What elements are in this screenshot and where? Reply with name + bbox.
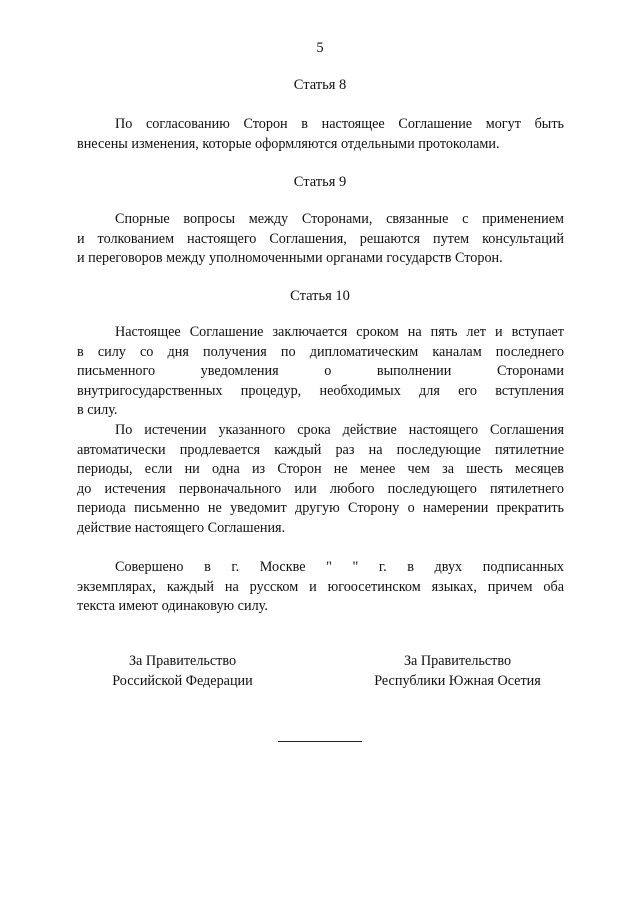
text-line: По истечении указанного срока действие настоящего Соглашения xyxy=(115,422,564,438)
text-line: действие настоящего Соглашения. xyxy=(77,519,286,536)
signature-line: За Правительство xyxy=(403,653,512,669)
article-8-text xyxy=(77,115,564,154)
text-line: и переговоров между уполномоченными органами государств Сторон. xyxy=(77,250,503,267)
text-line: автоматически продлевается каждый раз на последующие пятилетние xyxy=(77,441,564,458)
article-9-heading: Статья 9 xyxy=(293,174,347,190)
text-line: внутригосударственных процедур, необходимых для его вступления xyxy=(77,382,564,399)
article-10-paragraph-2 xyxy=(77,421,564,539)
end-divider xyxy=(278,741,362,742)
text-line: Совершено в г. Москве " " г. в двух подписанных xyxy=(115,559,564,575)
signature-line: За Правительство xyxy=(128,653,237,669)
signature-line: Республики Южная Осетия xyxy=(374,672,541,689)
closing-text xyxy=(77,558,564,617)
text-line: периода письменно не уведомит другую Сторону о намерении прекратить xyxy=(77,500,564,517)
text-line: По согласованию Сторон в настоящее Соглашение могут быть xyxy=(115,116,564,132)
article-9-text xyxy=(77,210,564,269)
text-line: до истечения первоначального или любого последующего пятилетнего xyxy=(77,480,564,497)
signature-block-south-ossetia xyxy=(360,652,555,691)
text-line: Настоящее Соглашение заключается сроком на пять лет и вступает xyxy=(115,324,564,340)
text-line: Спорные вопросы между Сторонами, связанные с применением xyxy=(115,211,564,227)
text-line: внесены изменения, которые оформляются отдельными протоколами. xyxy=(77,135,500,152)
article-8-heading: Статья 8 xyxy=(293,77,347,93)
text-line: в силу. xyxy=(77,402,118,419)
signature-line: Российской Федерации xyxy=(112,672,253,689)
page-number: 5 xyxy=(316,40,324,56)
text-line: и толкованием настоящего Соглашения, решаются путем консультаций xyxy=(77,230,564,247)
text-line: письменного уведомления о выполнении Сторонами xyxy=(77,363,564,380)
text-line: в силу со дня получения по дипломатическим каналам последнего xyxy=(77,343,564,360)
text-line: периоды, если ни одна из Сторон не менее чем за шесть месяцев xyxy=(77,461,564,478)
article-10-heading: Статья 10 xyxy=(290,288,350,304)
text-line: текста имеют одинаковую силу. xyxy=(77,598,268,615)
article-10-paragraph-1 xyxy=(77,323,564,421)
text-line: экземплярах, каждый на русском и югоосетинском языках, причем оба xyxy=(77,578,564,595)
signature-block-russia xyxy=(90,652,275,691)
